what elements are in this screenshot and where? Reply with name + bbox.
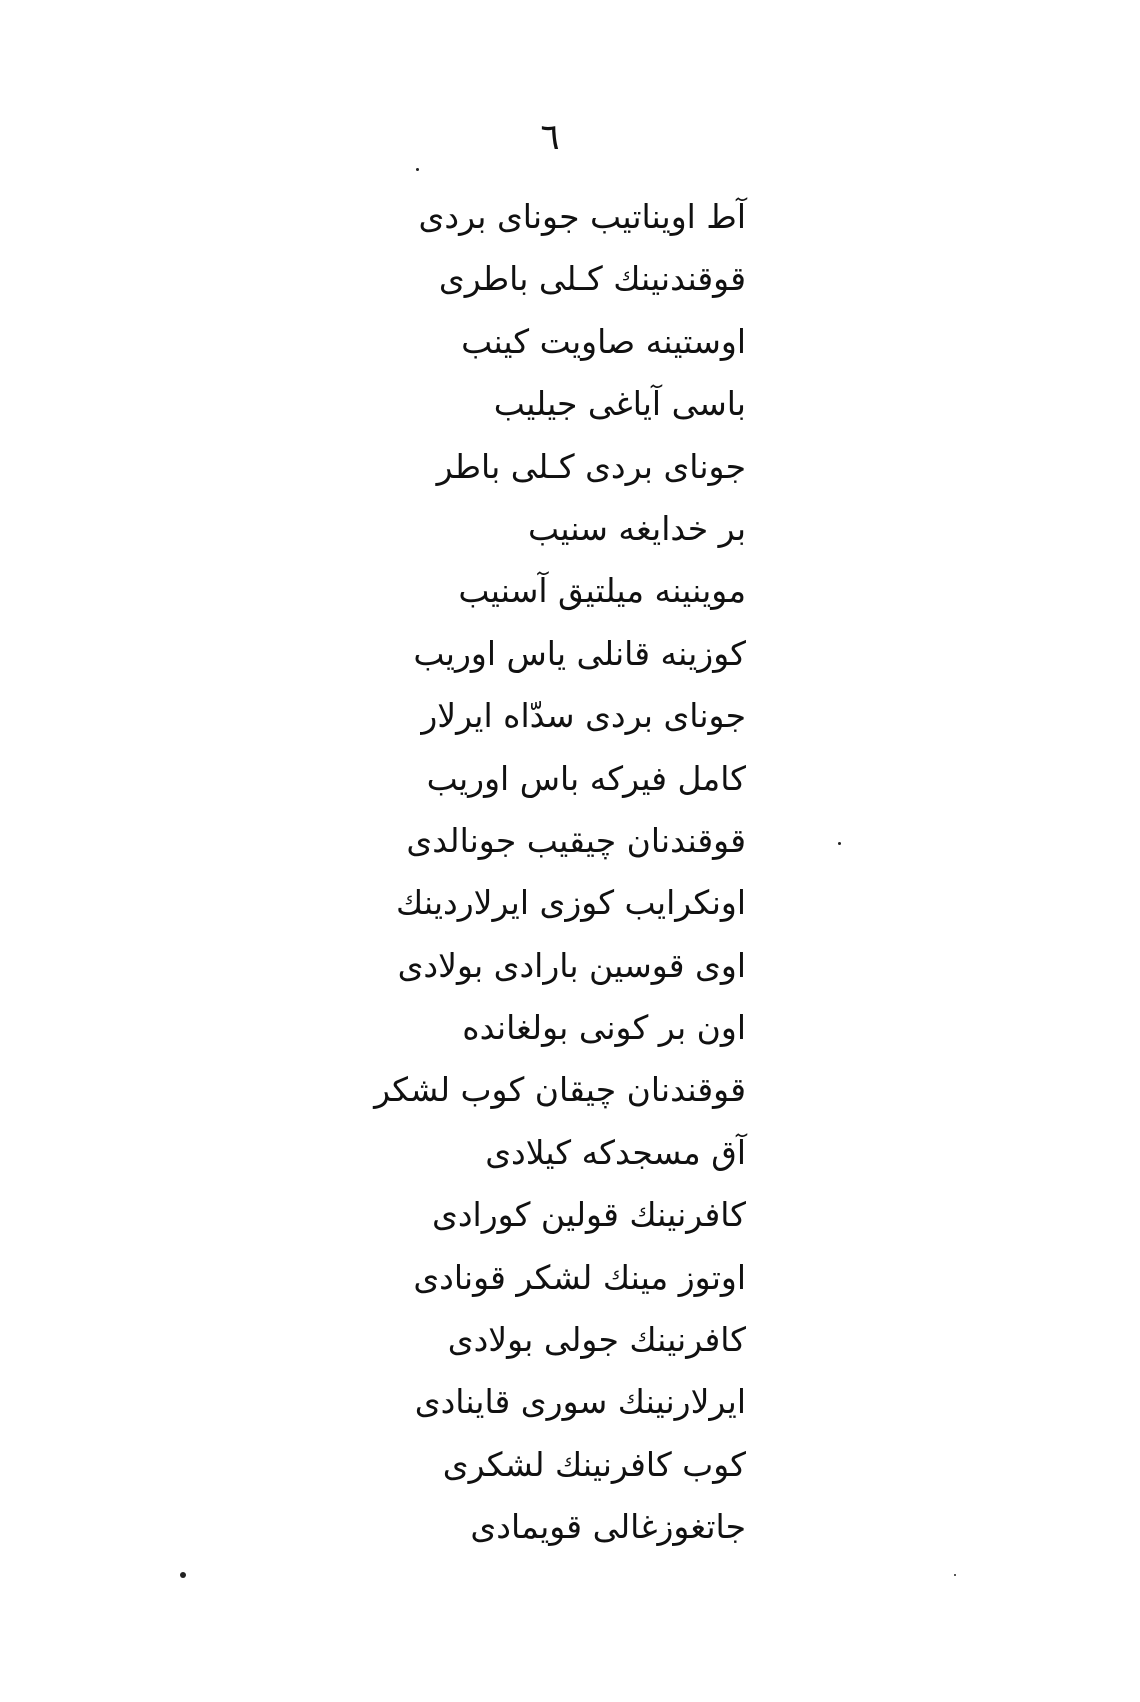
scan-speck [180,1572,186,1578]
poem-text [326,186,746,1559]
verse-line: كافرنینك قولین كورادی [432,1195,746,1235]
verse-line: قوقندنان چیقان كوب لشكر [374,1070,746,1110]
verse-line: اوستینه صاویت كینب [461,321,746,361]
verse-line: قوقندنینك كـلی باطری [438,259,746,299]
page-number: ٦ [540,117,560,158]
verse-line: آط اویناتیب جونای بردی [418,197,746,236]
verse-line: بر خدایغه سنیب [527,508,746,548]
verse-line: كوزینه قانلی یاس اوریب [413,633,746,673]
verse-line: اون بر كونی بولغانده [462,1008,746,1048]
verse-line: اوتوز مینك لشكر قونادی [413,1257,746,1297]
scan-speck [954,1574,956,1576]
verse-line: اوی قوسین بارادی بولادی [397,945,746,985]
verse-line: قوقندنان چیقیب جونالدی [406,820,746,860]
verse-line: جاتغوزغالی قویمادی [470,1507,746,1547]
verse-line: جونای بردی كـلی باطر [436,446,746,486]
verse-line: باسی آیاغی جیلیب [493,384,746,424]
verse-line: كامل فیركه باس اوریب [426,758,746,798]
verse-line: اونكرایب كوزی ایرلاردینك [396,883,746,923]
verse-line: كافرنینك جولی بولادی [447,1320,746,1360]
verse-line: موینینه میلتیق آسنیب [458,571,746,611]
scan-speck [838,842,841,845]
verse-line: جونای بردی سدّاه ایرلار [421,696,746,736]
verse-line: ایرلارنینك سوری قاینادی [414,1382,746,1422]
verse-line: كوب كافرنینك لشكری [442,1444,746,1484]
verse-line: آق مسجدكه كیلادی [485,1132,746,1172]
scan-speck [416,168,419,171]
